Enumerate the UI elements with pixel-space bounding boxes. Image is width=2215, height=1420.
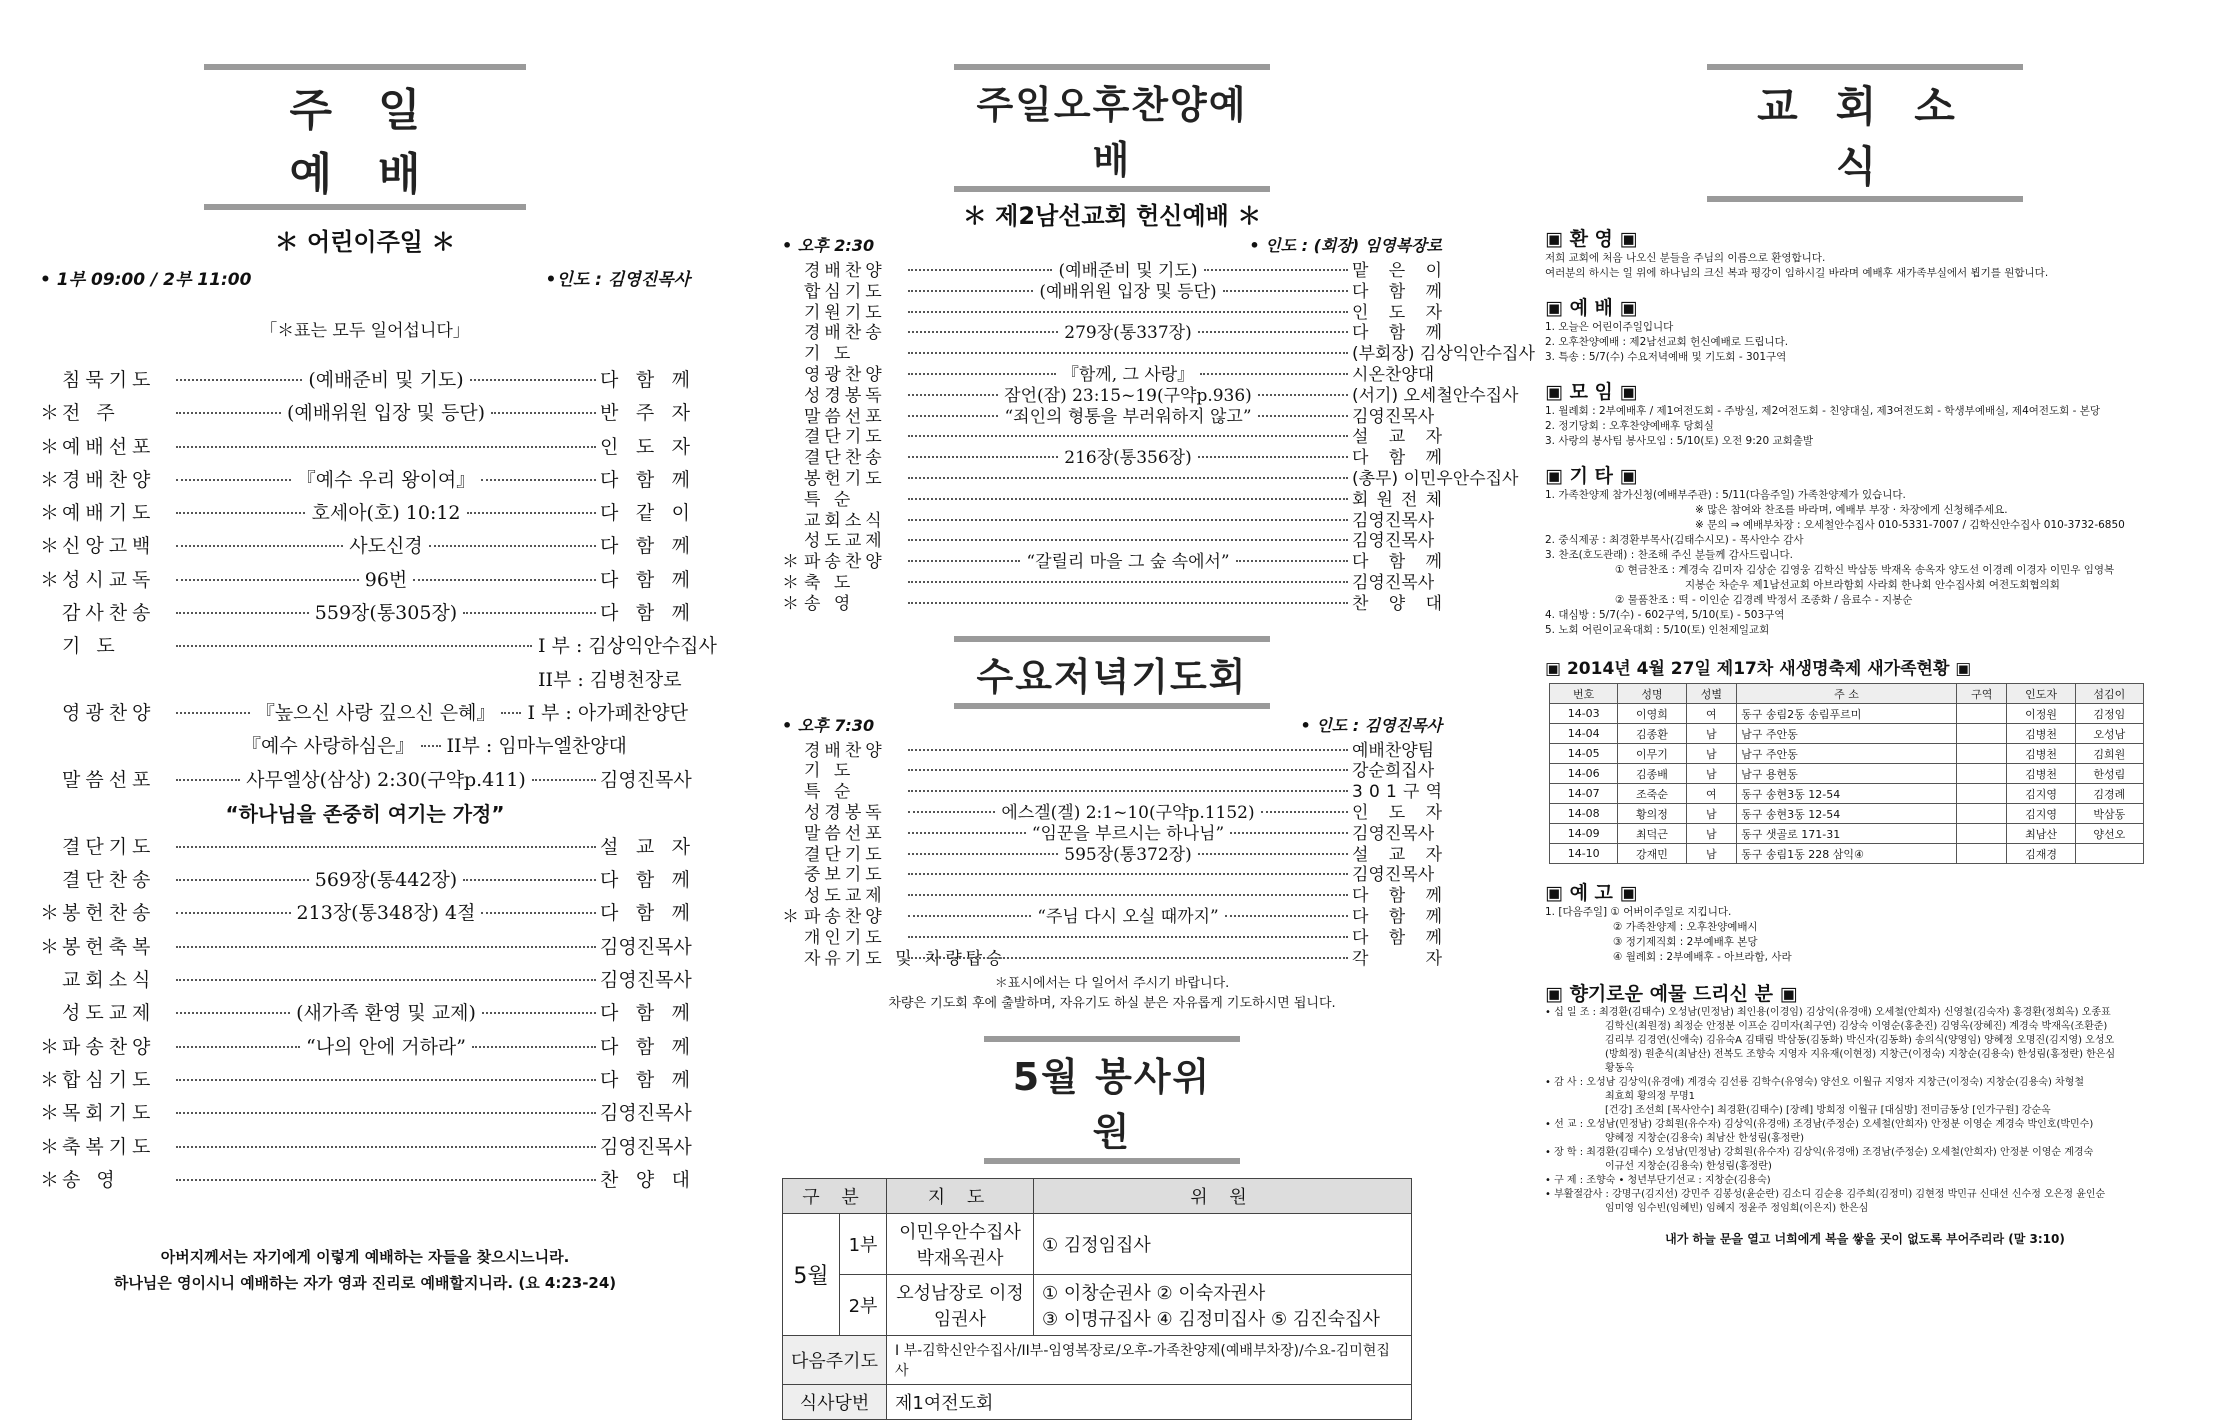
order-row: 성도교제 (새가족 환영 및 교제) 다 함 께 xyxy=(62,1002,690,1025)
order-row: 자유기도 및 차량탑승 각 자 xyxy=(804,948,1442,969)
order-row: 경배찬양 예배찬양팀 xyxy=(804,740,1435,761)
order-row: II부 : 김병천장로 xyxy=(538,668,682,691)
order-row: 봉헌기도 (총무) 이민우안수집사 xyxy=(804,468,1519,489)
order-list xyxy=(40,832,690,1198)
afternoon-service-title: 주일오후찬양예배 xyxy=(954,64,1270,192)
new-family-heading: ▣ 2014년 4월 27일 제17차 새생명축제 새가족현황 ▣ xyxy=(1545,659,1972,679)
afternoon-leader: • 인도 : (회장) 임영복장로 xyxy=(1249,236,1442,255)
may-volunteers-title: 5월 봉사위원 xyxy=(984,1036,1240,1164)
meetings-heading: ▣ 모 임 ▣ xyxy=(1545,381,1638,403)
wednesday-prayer-title: 수요저녁기도회 xyxy=(954,636,1270,709)
order-row: 결단찬송 569장(통442장) 다 함 께 xyxy=(62,869,691,892)
order-row: 영광찬양 『높으신 사랑 깊으신 은혜』 I 부 : 아가페찬양단 xyxy=(62,701,688,724)
order-row: ＊ 파송찬양 “주님 다시 오실 때까지” 다 함 께 xyxy=(782,906,1442,927)
order-list xyxy=(40,365,690,631)
order-row: ＊ 합심기도 다 함 께 xyxy=(40,1068,690,1091)
order-row: 기원기도 인 도 자 xyxy=(804,302,1442,323)
service-leader: •인도 : 김영진목사 xyxy=(545,270,690,290)
order-row: 말씀선포 사무엘상(삼상) 2:30(구약p.411) 김영진목사 xyxy=(62,768,692,791)
sermon-title: “하나님을 존중히 여기는 가정” xyxy=(225,801,505,826)
order-row: 성경봉독 에스겔(겔) 2:1~10(구약p.1152) 인 도 자 xyxy=(804,802,1443,823)
order-row: 결단기도 595장(통372장) 설 교 자 xyxy=(804,844,1442,865)
new-family-table: 번호 성명 성별 주 소 구역 인도자 섬김이 14-03 이영희 여 동구 송림2동 송림푸르미 이정원 김정임 14-04 김종환 남 남구 주안동 김병천 오성남 14-05 이무기 남 남구 주안동 김병천 김희원 14-06 김종배 남 남구 용현동 김병천 한성림 14-07 조죽순 여 동구 송현3동 12-54 김지영 김경례 14-08 황의정 남 동구 송현3동 12-54 김지영 박삼동 14-09 최덕근 남 동구 샛골로 171-31 최남산 양선오 14-10 강재민 남 동구 송림1동 228 삼익④ 김재경 xyxy=(1549,683,2144,864)
order-row: 결단기도 설 교 자 xyxy=(62,835,690,858)
table-row: 14-05 이무기 남 남구 주안동 김병천 김희원 xyxy=(1550,744,2144,764)
sunday-service-title: 주일예배 xyxy=(204,64,526,210)
childrens-sunday-subtitle: ＊ 어린이주일 ＊ xyxy=(274,228,456,256)
table-row: 14-09 최덕근 남 동구 샛골로 171-31 최남산 양선오 xyxy=(1550,824,2144,844)
wednesday-leader: • 인도 : 김영진목사 xyxy=(1300,715,1442,735)
order-row: 침묵기도 (예배준비 및 기도) 다 함 께 xyxy=(62,369,691,391)
order-row: ＊ 파송찬양 “나의 안에 거하라” 다 함 께 xyxy=(40,1035,691,1058)
order-row: 특 순 3 0 1 구 역 xyxy=(804,782,1442,803)
order-row: ＊ 봉헌찬송 213장(통348장) 4절 다 함 께 xyxy=(40,902,690,925)
volunteer-table: 구 분 지 도 위 원 5월 1부 이민우안수집사 박재옥권사 ① 김정임집사 2부 오성남장로 이정임권사 ① 이창순권사 ② 이숙자권사 ③ 이명규집사 ④ 김정미집사 ⑤ 김진숙집사 다음주기도 I 부-김학신안수집사/II부-임영복장로/오후-가족찬양제(예배부차장)/수요-김미현집사 식사당번 제1여전도회 xyxy=(782,1178,1412,1420)
table-row: 14-03 이영희 여 동구 송림2동 송림푸르미 이정원 김정임 xyxy=(1550,704,2144,724)
offering-heading: ▣ 향기로운 예물 드리신 분 ▣ xyxy=(1545,983,1798,1005)
table-row: 14-10 강재민 남 동구 송림1동 228 삼익④ 김재경 xyxy=(1550,844,2144,864)
order-row: ＊ 경배찬양 『예수 우리 왕이여』 다 함 께 xyxy=(40,468,690,491)
order-row: 기 도 (부회장) 김상익안수집사 xyxy=(804,344,1535,365)
order-list xyxy=(782,256,1535,614)
footer-verse-1: 아버지께서는 자기에게 이렇게 예배하는 자들을 찾으시느니라. xyxy=(160,1248,570,1267)
order-row: ＊ 송 영 찬 양 대 xyxy=(40,1168,690,1191)
sunday-service-column xyxy=(40,0,717,1296)
order-row: ＊ 목회기도 김영진목사 xyxy=(40,1102,692,1125)
footer-verse: 내가 하늘 문을 열고 너희에게 복을 쌓을 곳이 없도록 부어주리라 (말 3:10) xyxy=(1665,1232,2065,1246)
order-row: 성경봉독 잠언(잠) 23:15~19(구약p.936) (서기) 오세철안수집사 xyxy=(804,385,1519,406)
order-row: 말씀선포 “임꾼을 부르시는 하나님” 김영진목사 xyxy=(804,823,1435,844)
order-row: ＊ 성시교독 96번 다 함 께 xyxy=(40,568,690,591)
order-list xyxy=(782,736,1443,969)
afternoon-service-column xyxy=(782,0,1535,1420)
order-row: 결단기도 설 교 자 xyxy=(804,427,1442,448)
order-row: 특 순 회 원 전 체 xyxy=(804,489,1442,510)
order-row: 성도교제 다 함 께 xyxy=(804,886,1442,907)
order-row: 기 도 I 부 : 김상익안수집사 xyxy=(62,635,717,658)
table-row: 14-04 김종환 남 남구 주안동 김병천 오성남 xyxy=(1550,724,2144,744)
order-row: 성도교제 김영진목사 xyxy=(804,531,1435,552)
afternoon-time: • 오후 2:30 xyxy=(782,236,875,255)
table-row: 14-07 조죽순 여 동구 송현3동 12-54 김지영 김경례 xyxy=(1550,784,2144,804)
wednesday-time: • 오후 7:30 xyxy=(782,715,875,735)
standing-note: ＊표시에서는 다 일어서 주시기 바랍니다. xyxy=(994,976,1230,992)
church-news-column: 교회소식 ▣ 환 영 ▣ 저희 교회에 처음 나오신 분들을 주님의 이름으로 환영합니다. 여러분의 하시는 일 위에 하나님의 크신 복과 평강이 임하시길 바라며 예배후 새가족부실에서 뵙기를 원합니다. ▣ 예 배 ▣ 1. 오늘은 어린이주일입니다 2. 오후찬양예배 : 제2남선교회 헌신예배로 드립니다. 3. 특송 : 5/7(수) 수요저녁예배 및 기도회 - 301구역 ▣ 모 임 ▣ 1. 월례회 : 2부예배후 / 제1여전도회 - 주방실, 제2여전도회 - 친양대실, 제3여전도회 - 학생부예배실, 제4여전도회 - 본당 2. 정기당회 : 오후찬양예배후 당회실 3. 사랑의 봉사팀 봉사모임 : 5/10(토) 오전 9:20 교회출발 ▣ 기 타 ▣ 1. 가족찬양제 참가신청(예배부주관) : 5/11(다음주일) 가족찬양제가 있습니다. ※ 많은 참여와 찬조를 바라며, 예배부 부장 · 차장에게 신청해주세요. ※ 문의 ⇒ 예배부차장 : 오세철안수집사 010-5331-7007 / 김학신안수집사 010-3732-6850 2. 중식제공 : 최경환부목사(김태수시모) - 목사안수 감사 3. 찬조(호도관래) : 찬조해 주신 분들께 감사드립니다. ① 현금찬조 : 계경숙 김미자 김상순 김영웅 김학신 박삼동 박재옥 송옥자 양도선 이경례 이경자 이민우 임영복 지봉순 차순우 제1남선교회 아브라함회 사라회 한나회 안수집사회 여전도회협의회 ② 물품찬조 : 떡 - 이인순 김경례 박정서 조종화 / 음료수 - 지봉순 4. 대심방 : 5/7(수) - 602구역, 5/10(토) - 503구역 5. 노회 어린이교육대회 : 5/10(토) 인천제일교회 ▣ 2014년 4월 27일 제17차 새생명축제 새가족현황 ▣ 번호 성명 성별 주 소 구역 인도자 섬김이 14-03 이영희 여 동구 송림2동 송림푸르미 이정원 김정임 14-04 김종환 남 남구 주안동 김병천 오성남 14-05 이무기 남 남구 주안동 김병천 김희원 14-06 김종배 남 남구 용현동 김병천 한성림 14-07 조죽순 여 동구 송현3동 12-54 김지영 김경례 14-08 황의정 남 동구 송현3동 12-54 김지영 박삼동 14-09 최덕근 남 동구 샛골로 171-31 최남산 양선오 14-10 강재민 남 동구 송림1동 228 삼익④ 김재경 ▣ 예 고 ▣ 1. [다음주일] ① 어버이주일로 지킵니다. ② 가족찬양제 : 오후찬양예배시 ③ 정기제직회 : 2부예배후 본당 ④ 월례회 : 2부예배후 - 아브라함, 사라 ▣ 향기로운 예물 드리신 분 ▣ • 십 일 조 : 최경환(김태수) 오성남(민정남) 최인용(이경임) 김상익(유경애) 오세철(안희자) 신영철(김숙자) 홍경환(정희옥) 오종표 김학신(최원정) 최정순 안정분 이프순 김미자(최구연) 김상숙 이영순(홍춘진) 김영옥(장혜진) 계경숙 박재옥(조환준) 김리부 김경연(신애숙) 김유숙A 김태림 박삼동(김동화) 박신자(김동화) 송의식(양영임) 양혜정 오명진(김지영) 오성오 (방희정) 원춘식(최남산) 전복도 조향숙 지영자 지유재(이현정) 지창근(이정숙) 지창순(김용숙) 한성림(홍정란) 한은심 황동옥 • 감 사 : 오성남 김상익(유경애) 계경숙 김선룡 김학수(유영숙) 양선오 이월규 지영자 지창근(이정숙) 지창순(김용숙) 차형철 최효희 황의정 무명1 [건강] 조선희 [목사안수] 최경환(김태수) [장례] 방희정 이월규 [대심방] 전미금동상 [인가구원] 강순옥 • 선 교 : 오성남(민정남) 강희원(유수자) 김상익(유경애) 조경남(주정순) 오세철(안희자) 안정분 이영순 계경숙 박인호(박민수) 양혜정 지창순(김용숙) 최남산 한성림(홍정란) • 장 학 : 최경환(김태수) 오성남(민정남) 강희원(유수자) 김상익(유경애) 조경남(주정순) 오세철(안희자) 안정분 이영순 계경숙 이규선 지창순(김용숙) 한성림(홍정란) • 구 제 : 조향숙 • 청년부단기선교 : 지창순(김용숙) • 부활절감사 : 강명구(김지선) 강민주 김봉성(윤순란) 김소디 김순용 김주희(김정미) 김현정 박민규 신대선 신수정 오은정 윤인순 임미영 임수빈(임혜빈) 임혜지 정윤주 정임희(이은지) 한은심 내가 하늘 문을 열고 너희에게 복을 쌓을 곳이 없도록 부어주리라 (말 3:10) xyxy=(1545,0,2185,1252)
service-time: • 1부 09:00 / 2부 11:00 xyxy=(40,270,252,290)
order-row: ＊ 파송찬양 “갈릴리 마을 그 숲 속에서” 다 함 께 xyxy=(782,552,1442,573)
afternoon-subtitle: ＊ 제2남선교회 헌신예배 ＊ xyxy=(962,202,1262,230)
order-row: 기 도 강순희집사 xyxy=(804,761,1435,782)
welcome-heading: ▣ 환 영 ▣ xyxy=(1545,228,1638,250)
order-row: ＊ 축 도 김영진목사 xyxy=(782,572,1435,593)
order-row: 합심기도 (예배위원 입장 및 등단) 다 함 께 xyxy=(804,281,1442,302)
order-row: ＊ 예배선포 인 도 자 xyxy=(40,435,690,458)
table-row: 14-06 김종배 남 남구 용현동 김병천 한성림 xyxy=(1550,764,2144,784)
etc-heading: ▣ 기 타 ▣ xyxy=(1545,465,1638,487)
order-row: 영광찬양 『함께, 그 사랑』 시온찬양대 xyxy=(804,364,1435,385)
order-row: 교회소식 김영진목사 xyxy=(62,969,692,992)
order-row: 『예수 사랑하심은』 II부 : 임마누엘찬양대 xyxy=(242,735,627,758)
order-row: 교회소식 김영진목사 xyxy=(804,510,1435,531)
order-row: 중보기도 김영진목사 xyxy=(804,865,1435,886)
footer-verse-2: 하나님은 영이시니 예배하는 자가 영과 진리로 예배할지니라. (요 4:23-24) xyxy=(113,1274,617,1293)
order-row: ＊ 신앙고백 사도신경 다 함 께 xyxy=(40,535,691,558)
order-row: 말씀선포 “죄인의 형통을 부러워하지 않고” 김영진목사 xyxy=(804,406,1435,427)
order-row: 개인기도 다 함 께 xyxy=(804,927,1442,948)
order-row: 감사찬송 559장(통305장) 다 함 께 xyxy=(62,602,691,625)
order-row: 결단찬송 216장(통356장) 다 함 께 xyxy=(804,448,1442,469)
vehicle-note: 차량은 기도회 후에 출발하며, 자유기도 하실 분은 자유롭게 기도하시면 됩니다. xyxy=(888,996,1336,1012)
order-row: ＊ 송 영 찬 양 대 xyxy=(782,593,1442,614)
worship-heading: ▣ 예 배 ▣ xyxy=(1545,297,1638,319)
standing-note: 「＊표는 모두 일어섭니다」 xyxy=(260,321,470,341)
order-row: ＊ 예배기도 호세아(호) 10:12 다 같 이 xyxy=(40,502,691,525)
table-row: 14-08 황의정 남 동구 송현3동 12-54 김지영 박삼동 xyxy=(1550,804,2144,824)
order-row: 경배찬송 279장(통337장) 다 함 께 xyxy=(804,323,1442,344)
order-row: ＊ 전 주 (예배위원 입장 및 등단) 반 주 자 xyxy=(40,402,691,425)
order-row: 경배찬양 (예배준비 및 기도) 맡 은 이 xyxy=(804,261,1442,281)
order-row: ＊ 봉헌축복 김영진목사 xyxy=(40,935,692,958)
order-row: ＊ 축복기도 김영진목사 xyxy=(40,1135,692,1158)
notice-heading: ▣ 예 고 ▣ xyxy=(1545,882,1638,904)
church-news-title: 교회소식 xyxy=(1707,64,2023,202)
